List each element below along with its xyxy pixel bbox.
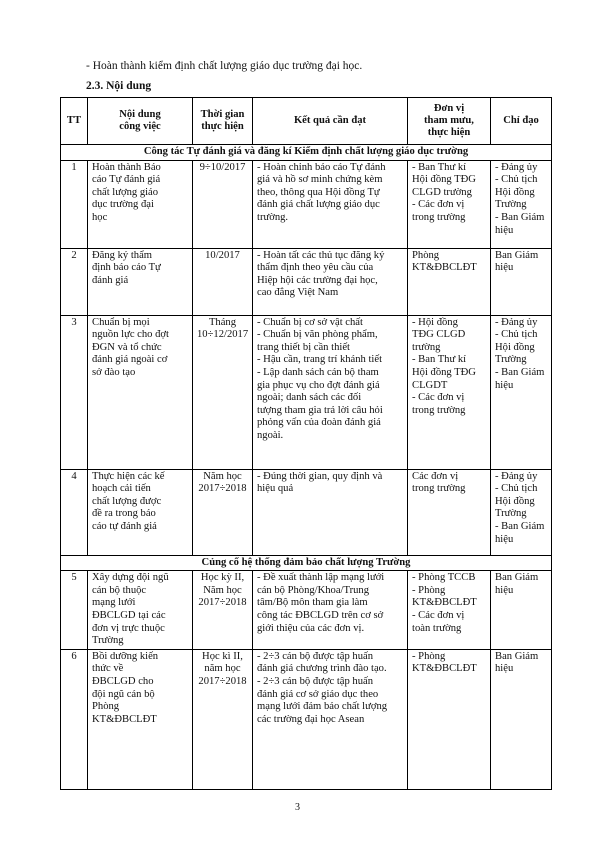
cell-unit-line: KT&ĐBCLĐT [412, 262, 477, 274]
cell-lead [491, 248, 552, 315]
cell-lead [491, 571, 552, 650]
cell-result-line: giới thiệu của các đơn vị. [257, 622, 365, 634]
cell-content-line: mạng lưới [92, 597, 136, 609]
table-row [61, 571, 552, 650]
cell-content-line: ĐGN và tổ chức [92, 341, 162, 353]
page-number: 3 [295, 802, 300, 813]
cell-content-line: ĐBCLGD cho [92, 675, 154, 687]
table-row [61, 315, 552, 469]
cell-unit-line: Hội đồng TĐG [412, 366, 476, 378]
cell-lead-line: - Đảng ủy [495, 316, 538, 328]
cell-time-line: 2017÷2018 [198, 597, 247, 609]
cell-unit-line: Các đơn vị [412, 470, 459, 482]
cell-lead-line: Hội đồng [495, 186, 535, 198]
section-heading: 2.3. Nội dung [86, 80, 152, 92]
cell-content-line: Chuẩn bị mọi [92, 316, 150, 328]
cell-content-line: chất lượng giáo [92, 186, 159, 198]
header-content-line: công việc [119, 121, 161, 132]
cell-time-line: Năm học [203, 584, 242, 596]
cell-unit-line: - Các đơn vị [412, 392, 465, 404]
cell-content-line: chất lượng được [92, 495, 162, 507]
cell-unit-line: - Phòng TCCB [412, 572, 476, 584]
header-unit-line: thực hiện [427, 127, 471, 139]
cell-result-line: tâm/Bộ môn tham gia làm [257, 597, 368, 609]
cell-content-line: cáo tự đánh giá [92, 520, 157, 532]
cell-content-line: định báo cáo Tự [92, 262, 161, 274]
cell-content-line: cán bộ thuộc [92, 584, 147, 596]
cell-time-line: Học kì II, [202, 650, 243, 662]
cell-unit [408, 649, 491, 789]
cell-lead-line: hiệu [495, 224, 514, 236]
cell-tt: 4 [61, 469, 88, 555]
cell-lead-line: Ban Giám [495, 572, 539, 584]
cell-unit [408, 469, 491, 555]
cell-lead [491, 649, 552, 789]
cell-content-line: sở đào tạo [92, 366, 136, 378]
cell-time-line: 2017÷2018 [198, 675, 247, 687]
cell-unit-line: Phòng [412, 249, 440, 261]
cell-content-line: Bồi dưỡng kiến [92, 650, 159, 662]
cell-result [253, 469, 408, 555]
header-time-line: Thời gian [200, 108, 245, 120]
cell-tt: 3 [61, 315, 88, 469]
cell-content [88, 248, 193, 315]
cell-result-line: đánh giá chất lượng giáo dục [257, 199, 380, 211]
cell-result-line: - Hậu cần, trang trí khánh tiết [257, 354, 383, 366]
cell-content-line: đề ra trong báo [92, 508, 156, 520]
cell-unit-line: - Ban Thư kí [412, 161, 467, 173]
cell-content-line: học [92, 211, 108, 223]
cell-lead-line: Ban Giám [495, 249, 539, 261]
cell-unit-line: trong trường [412, 483, 466, 495]
cell-time-line: 10/2017 [205, 249, 240, 261]
cell-lead-line: - Chủ tịch [495, 483, 538, 495]
cell-content-line: hoạch cải tiến [92, 483, 151, 495]
cell-content-line: nguồn lực cho đợt [92, 329, 169, 341]
cell-content-line: Trường [92, 635, 124, 647]
table-row [61, 248, 552, 315]
cell-lead-line: - Ban Giám [495, 520, 545, 532]
cell-lead-line: Trường [495, 199, 527, 211]
header-time-line: thực hiện [201, 121, 244, 132]
header-lead: Chỉ đạo [491, 98, 552, 145]
cell-result-line: tượng tham gia trả lời câu hỏi [257, 404, 383, 416]
header-unit-line: Đơn vị [433, 102, 465, 114]
cell-content-line: đánh giá [92, 274, 129, 286]
cell-unit-line: CLGD trường [412, 186, 472, 198]
cell-unit [408, 571, 491, 650]
cell-tt: 2 [61, 248, 88, 315]
header-unit [408, 98, 491, 145]
cell-content [88, 469, 193, 555]
cell-unit-line: KT&ĐBCLĐT [412, 663, 477, 675]
cell-result-line: - Chuẩn bị cơ sở vật chất [257, 316, 363, 328]
cell-unit-line: - Các đơn vị [412, 609, 465, 621]
cell-result [253, 571, 408, 650]
cell-result-line: đánh giá cơ sở giáo dục theo [257, 688, 379, 700]
cell-tt: 1 [61, 160, 88, 248]
cell-unit-line: trong trường [412, 404, 466, 416]
header-content-line: Nội dung [119, 108, 161, 120]
cell-result-line: - Hoàn chỉnh báo cáo Tự đánh [257, 161, 386, 173]
header-content [88, 98, 193, 145]
cell-result-line: trường. [257, 211, 289, 223]
cell-result-line: - Đề xuất thành lập mạng lưới [257, 572, 385, 584]
cell-time-line: 2017÷2018 [198, 483, 247, 495]
cell-result-line: đánh giá chương trình đào tạo. [257, 663, 387, 675]
cell-lead-line: hiệu [495, 584, 514, 596]
work-plan-table [60, 97, 552, 790]
cell-lead-line: Trường [495, 508, 527, 520]
cell-unit-line: CLGDT [412, 379, 448, 391]
table-row [61, 649, 552, 789]
cell-tt: 5 [61, 571, 88, 650]
section-title: Công tác Tự đánh giá và đăng kí Kiểm định chất lượng giáo dục trường [61, 145, 552, 161]
cell-unit [408, 248, 491, 315]
header-row [61, 98, 552, 145]
cell-tt: 6 [61, 649, 88, 789]
cell-content [88, 315, 193, 469]
cell-lead-line: Ban Giám [495, 650, 539, 662]
intro-line: - Hoàn thành kiểm định chất lượng giáo dục trường đại học. [86, 60, 363, 72]
cell-content-line: KT&ĐBCLĐT [92, 713, 157, 725]
cell-lead-line: Hội đồng [495, 495, 535, 507]
cell-result-line: cán bộ Phòng/Khoa/Trung [257, 584, 370, 596]
cell-content-line: Xây dựng đội ngũ [92, 572, 169, 584]
cell-time-line: năm học [204, 663, 241, 675]
cell-result-line: - Hoàn tất các thủ tục đăng ký [257, 249, 385, 261]
header-unit-line: tham mưu, [424, 114, 474, 126]
cell-lead-line: hiệu [495, 262, 514, 274]
cell-lead-line: - Chủ tịch [495, 329, 538, 341]
cell-unit-line: - Các đơn vị [412, 199, 465, 211]
cell-unit [408, 160, 491, 248]
cell-result [253, 160, 408, 248]
cell-result-line: - 2÷3 cán bộ được tập huấn [257, 650, 373, 662]
section-title: Củng cố hệ thống đảm bảo chất lượng Trường [61, 555, 552, 571]
cell-content-line: Thực hiện các kế [92, 470, 165, 482]
cell-time-line: Năm học [203, 470, 242, 482]
cell-unit-line: - Phòng [412, 650, 446, 662]
cell-unit-line: TĐG CLGD [412, 329, 466, 341]
cell-time [193, 315, 253, 469]
cell-content-line: đơn vị trực thuộc [92, 622, 165, 634]
cell-lead-line: - Đảng ủy [495, 161, 538, 173]
cell-result [253, 649, 408, 789]
cell-result-line: - Đúng thời gian, quy định và [257, 470, 383, 482]
cell-lead-line: - Ban Giám [495, 211, 545, 223]
cell-result-line: - 2÷3 cán bộ được tập huấn [257, 675, 373, 687]
cell-lead [491, 315, 552, 469]
cell-content-line: dục trường đại [92, 199, 154, 211]
cell-content-line: Đăng ký thẩm [92, 249, 153, 261]
cell-result-line: ngoài. [257, 429, 284, 441]
cell-unit-line: - Phòng [412, 584, 446, 596]
cell-lead-line: - Ban Giám [495, 366, 545, 378]
cell-content-line: ĐBCLGD tại các [92, 609, 166, 621]
cell-lead [491, 160, 552, 248]
cell-lead-line: - Đảng ủy [495, 470, 538, 482]
cell-result-line: hiệu quả [257, 483, 294, 495]
cell-time-line: Học kỳ II, [200, 572, 245, 584]
cell-content-line: thức về [92, 663, 124, 675]
cell-result-line: các trường đại học Asean [257, 713, 365, 725]
section-title-row [61, 555, 552, 571]
cell-lead [491, 469, 552, 555]
table-row [61, 469, 552, 555]
cell-unit-line: - Hội đồng [412, 316, 458, 328]
cell-content [88, 649, 193, 789]
cell-result-line: phỏng vấn của đoàn đánh giá [257, 417, 381, 429]
cell-unit-line: KT&ĐBCLĐT [412, 597, 477, 609]
cell-result-line: thẩm định theo yêu cầu của [257, 262, 374, 274]
cell-content-line: đánh giá ngoài cơ [92, 354, 168, 366]
cell-result [253, 248, 408, 315]
table-row [61, 160, 552, 248]
cell-result-line: ngoài; danh sách các đối [257, 392, 362, 404]
cell-result-line: công tác ĐBCLGD trên cơ sở [257, 609, 384, 621]
cell-unit [408, 315, 491, 469]
cell-result-line: - Lập danh sách cán bộ tham [257, 366, 379, 378]
cell-time [193, 649, 253, 789]
cell-time-line: Tháng [208, 316, 237, 328]
cell-unit-line: trong trường [412, 211, 466, 223]
cell-time-line: 9÷10/2017 [199, 161, 246, 173]
cell-result-line: cao đẳng Việt Nam [257, 287, 339, 299]
header-tt: TT [61, 98, 88, 145]
cell-content-line: Hoàn thành Báo [92, 161, 161, 173]
cell-time [193, 469, 253, 555]
cell-result-line: theo, thông qua Hội đồng Tự [257, 186, 380, 198]
cell-lead-line: hiệu [495, 533, 514, 545]
cell-lead-line: Trường [495, 354, 527, 366]
section-title-row [61, 145, 552, 161]
cell-result-line: trang thiết bị cần thiết [257, 341, 350, 353]
cell-time [193, 571, 253, 650]
cell-result-line: Hiệp hội các trường đại học, [257, 274, 378, 286]
cell-result-line: mạng lưới đảm bảo chất lượng [257, 701, 388, 713]
cell-content-line: Phòng [92, 701, 120, 713]
cell-time [193, 248, 253, 315]
cell-unit-line: - Ban Thư kí [412, 354, 467, 366]
cell-time-line: 10÷12/2017 [197, 329, 249, 341]
cell-result-line: - Chuẩn bị văn phòng phẩm, [257, 329, 378, 341]
cell-lead-line: - Chủ tịch [495, 174, 538, 186]
cell-unit-line: trường [412, 341, 441, 353]
header-time [193, 98, 253, 145]
cell-content [88, 571, 193, 650]
cell-content [88, 160, 193, 248]
cell-lead-line: hiệu [495, 663, 514, 675]
header-result: Kết quả cần đạt [253, 98, 408, 145]
cell-lead-line: Hội đồng [495, 341, 535, 353]
cell-lead-line: hiệu [495, 379, 514, 391]
cell-unit-line: Hội đồng TĐG [412, 174, 476, 186]
cell-content-line: đội ngũ cán bộ [92, 688, 155, 700]
cell-result [253, 315, 408, 469]
cell-result-line: gia phục vụ cho đợt đánh giá [257, 379, 380, 391]
cell-unit-line: toàn trường [412, 622, 462, 634]
cell-content-line: cáo Tự đánh giá [92, 174, 161, 186]
cell-time [193, 160, 253, 248]
cell-result-line: giá và hồ sơ minh chứng kèm [257, 174, 383, 186]
table-body [61, 145, 552, 790]
